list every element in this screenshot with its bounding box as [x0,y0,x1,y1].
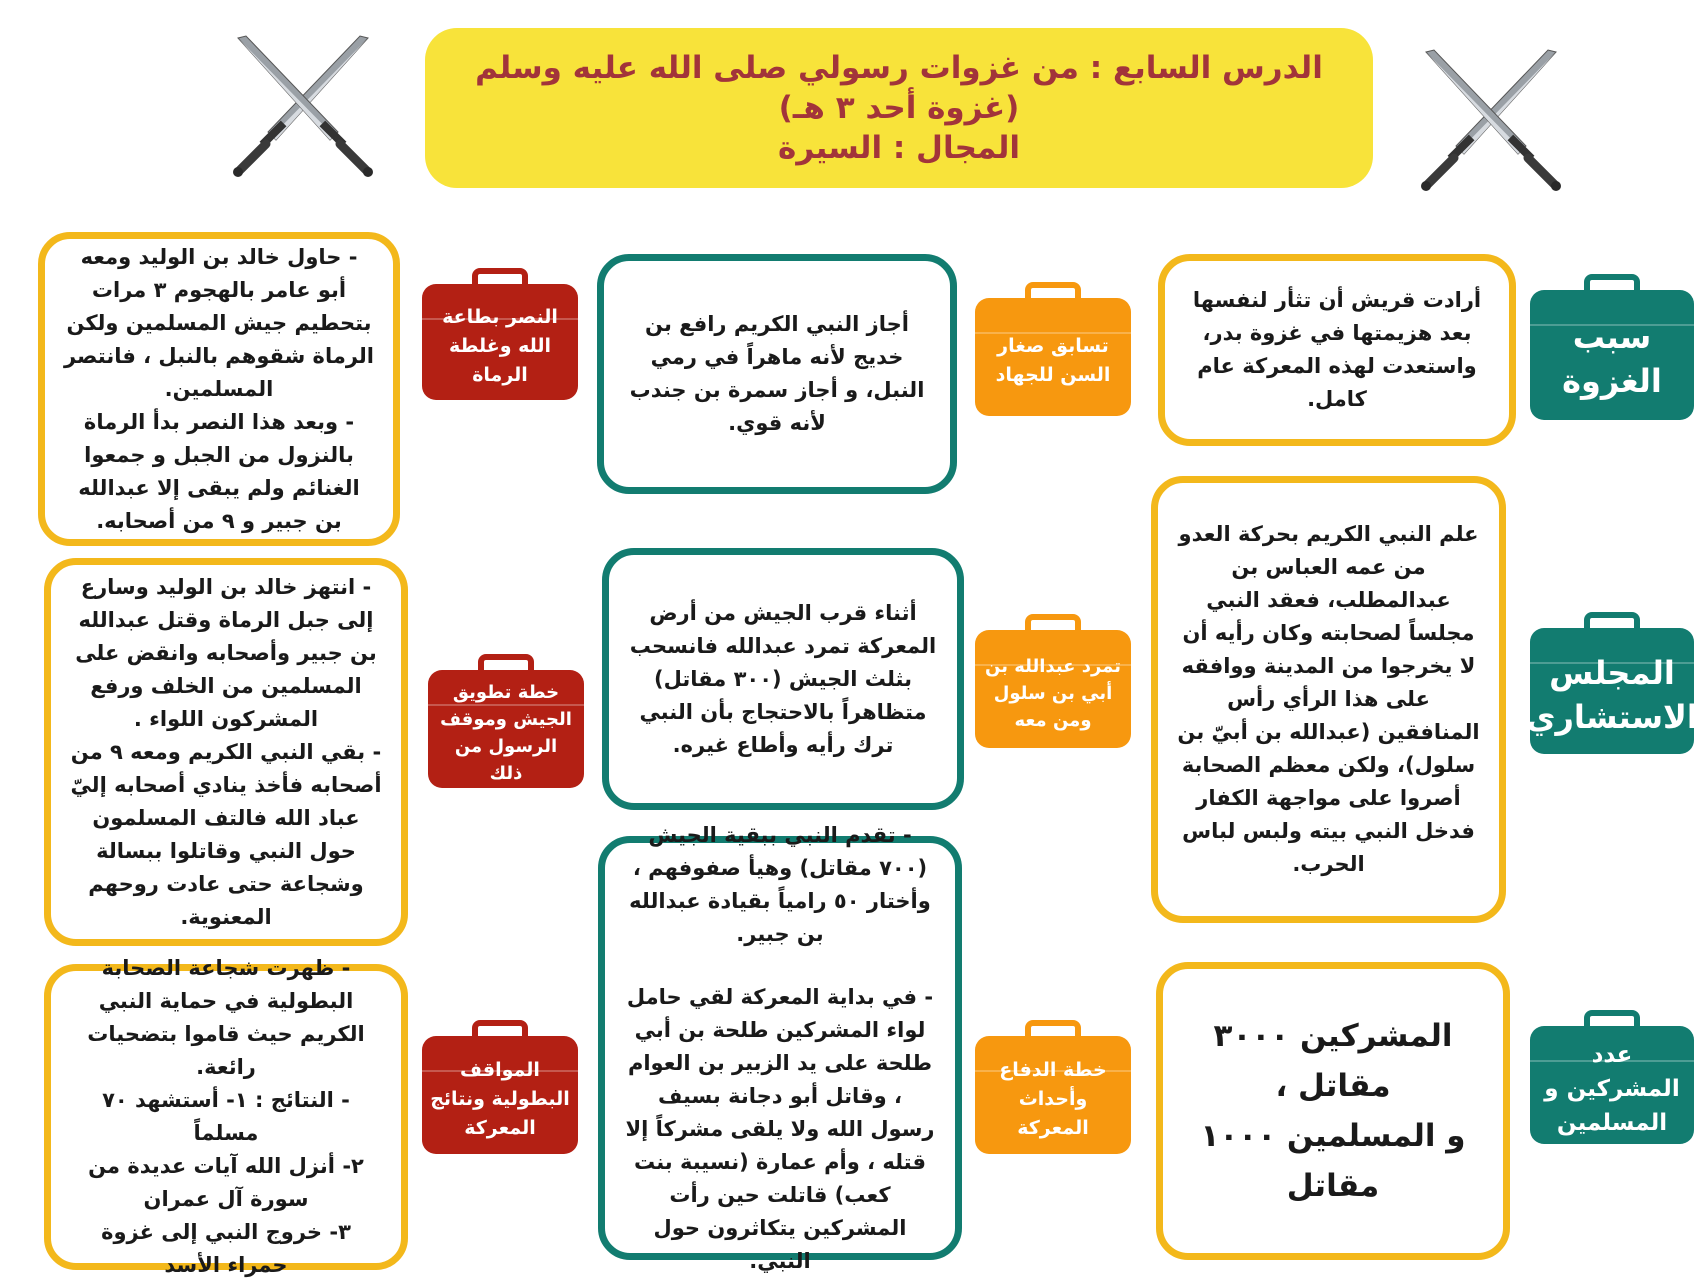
label-young-volunteers: تسابق صغار السن للجهاد [975,298,1131,416]
crossed-swords-icon [228,32,378,180]
box-advisory-council [1151,476,1506,923]
lesson-title: الدرس السابع : من غزوات رسولي صلى الله عليه وسلم (غزوة أحد ٣ هـ) [475,50,1323,126]
label-heroic-results: المواقف البطولية ونتائج المعركة [422,1036,578,1154]
advisory-text: علم النبي الكريم بحركة العدو من عمه العباس بن عبدالمطلب، فعقد النبي مجلساً لصحابته وكان رأيه أن لا يخرجوا من المدينة ووافقه على هذا الرأي رأس المنافقين (عبدالله بن أبيّ بن سلول)، ولكن معظم الصحابة أصروا على مواجهة الكفار فدخل النبي بيته ولبس لباس الحرب. [1177,522,1480,876]
rebellion-text: أثناء قرب الجيش من أرض المعركة تمرد عبدالله فانسحب بثلث الجيش (٣٠٠ مقاتل) متظاهراً بالاحتجاج بأن النبي ترك رأيه وأطاع غيره. [629,600,937,757]
box-encirclement [44,558,408,946]
label-rebellion: تمرد عبدالله بن أبي بن سلول ومن معه [975,630,1131,748]
lesson-domain: المجال : السيرة [778,130,1020,166]
box-army-numbers [1156,962,1510,1260]
label-victory: النصر بطاعة الله وغلطة الرماة [422,284,578,400]
defense-para1: - تقدم النبي ببقية الجيش (٧٠٠ مقاتل) وهيأ صفوفهم ، وأختار ٥٠ رامياً بقيادة عبدالله بن جبير. [629,822,931,946]
heroic-para3: ٢- أنزل الله آيات عديدة من سورة آل عمران [88,1154,364,1211]
box-rebellion [602,548,964,810]
box-heroic-results [44,956,408,1277]
victory-para1: - حاول خالد بن الوليد ومعه أبو عامر بالهجوم ٣ مرات بتحطيم جيش المسلمين ولكن الرماة شقوهم بالنبل ، فانتصر المسلمين. [63,244,374,401]
encirclement-para2: - بقي النبي الكريم ومعه ٩ من أصحابه فأخذ ينادي أصحابه إليّ عباد الله فالتف المسلمون حول النبي وقاتلوا ببسالة وشجاعة حتى عادت روحهم المعنوية. [70,739,382,929]
victory-para2: - وبعد هذا النصر بدأ الرماة بالنزول من الجبل و جمعوا الغنائم ولم يبقى إلا عبدالله بن جبير و ٩ من أصحابه. [78,409,360,533]
box-cause [1158,254,1516,446]
label-advisory-council: المجلس الاستشاري [1530,628,1694,754]
box-young-volunteers [597,254,957,494]
heroic-para1: - ظهرت شجاعة الصحابة البطولية في حماية النبي الكريم حيث قاموا بتضحيات رائعة. [87,956,365,1079]
box-victory [38,232,400,546]
heroic-para4: ٣- خروج النبي إلى غزوة حمراء الأسد [101,1220,351,1277]
encirclement-para1: - انتهز خالد بن الوليد وسارع إلى جبل الرماة وقتل عبدالله بن جبير وأصحابه وانقض على المسلمين من الخلف ورفع المشركون اللواء . [75,574,377,731]
heroic-para2: - النتائج : ١- أستشهد ٧٠ مسلماً [102,1088,350,1145]
numbers-line2: و المسلمين ١٠٠٠ مقاتل [1200,1118,1466,1204]
defense-para2: - في بداية المعركة لقي حامل لواء المشركين طلحة بن أبي طلحة على يد الزبير بن العوام ، وقاتل أبو دجانة بسيف رسول الله ولا يلقى مشركاً إلا قتله ، وأم عمارة (نسيبة بنت كعب) قاتلت حين رأت المشركين يتكاثرون حول النبي. [625,984,935,1273]
label-encirclement: خطة تطويق الجيش وموقف الرسول من ذلك [428,670,584,788]
lesson-title-banner [425,28,1373,188]
box-defense-plan [598,822,962,1273]
label-cause: سبب الغزوة [1530,290,1694,420]
cause-text: أرادت قريش أن تثأر لنفسها بعد هزيمتها في غزوة بدر، واستعدت لهذه المعركة عام كامل. [1192,288,1482,411]
label-army-numbers: عدد المشركين و المسلمين [1530,1026,1694,1144]
numbers-line1: المشركين ٣٠٠٠ مقاتل ، [1213,1018,1453,1104]
volunteers-text: أجاز النبي الكريم رافع بن خديج لأنه ماهراً في رمي النبل، و أجاز سمرة بن جندب لأنه قوي. [629,312,925,435]
crossed-swords-icon [1416,46,1566,194]
label-defense-plan: خطة الدفاع وأحداث المعركة [975,1036,1131,1154]
